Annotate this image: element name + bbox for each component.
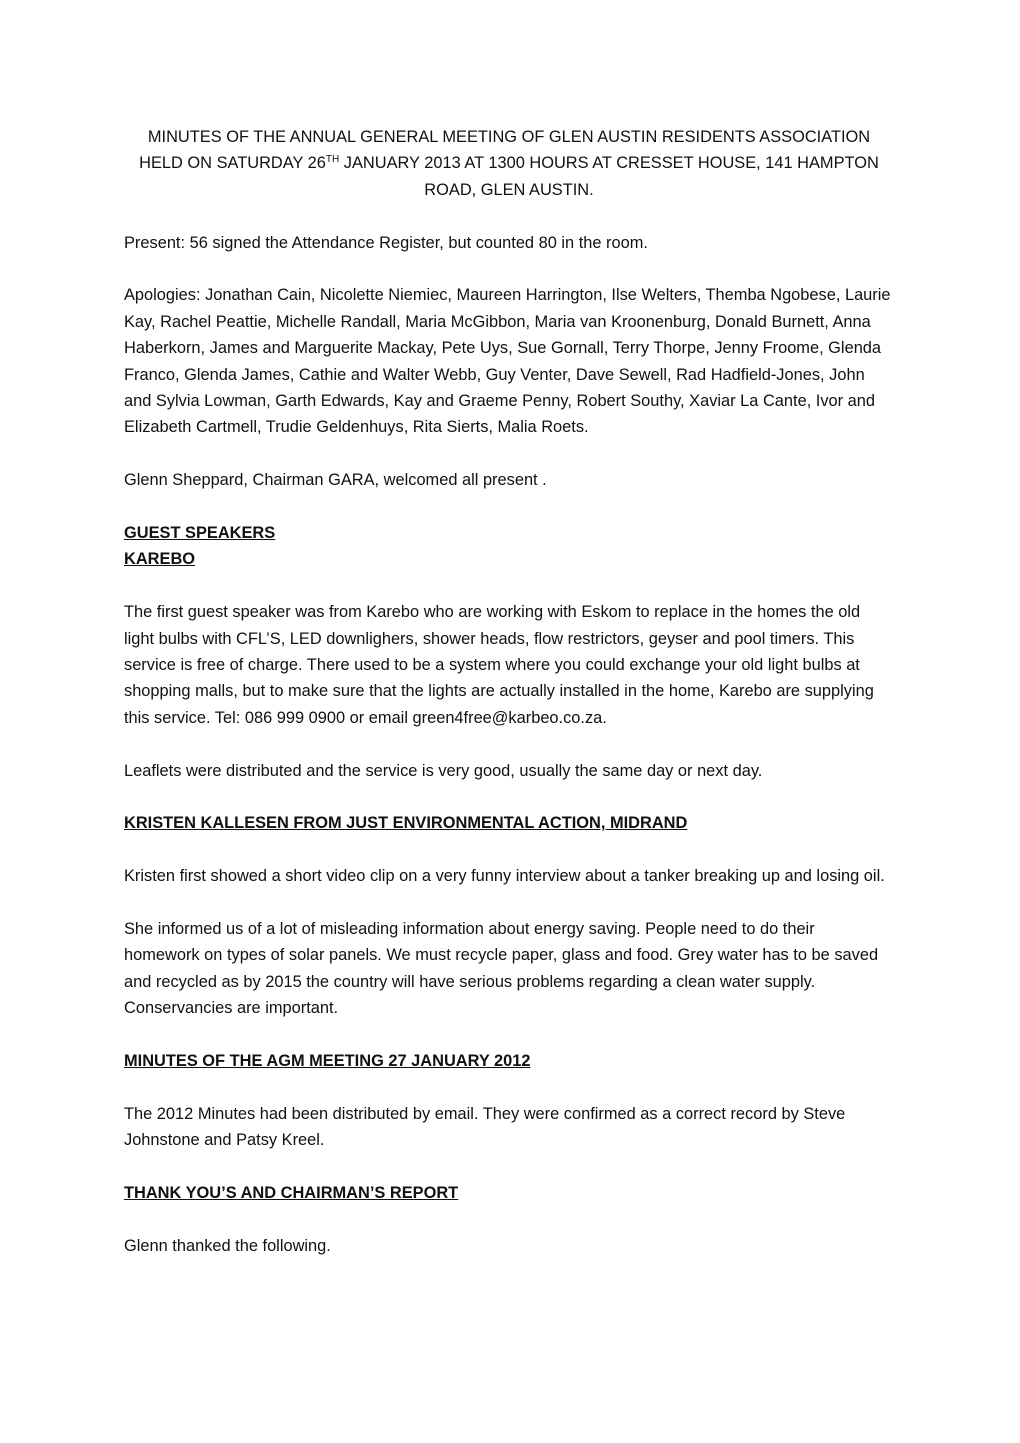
leaflets-paragraph: Leaflets were distributed and the service is very good, usually the same day or next day. [124, 761, 763, 780]
karebo-heading: KAREBO [124, 550, 196, 569]
title-text-part1: MINUTES OF THE ANNUAL GENERAL MEETING OF GLEN AUSTIN RESIDENTS ASSOCIATION HELD ON SATURDAY 26 [139, 128, 871, 173]
minutes-heading: MINUTES OF THE AGM MEETING 27 JANUARY 2012 [124, 1052, 531, 1071]
minutes-paragraph: The 2012 Minutes had been distributed by email. They were confirmed as a correct record by Steve Johnstone and Patsy Kreel. [124, 1104, 846, 1150]
kristen-paragraph-2: She informed us of a lot of misleading information about energy saving. People need to do their homework on types of solar panels. We must recycle paper, glass and food. Grey water has to be saved and recycled as by 2015 the country will have serious problems regarding a clean water supply. Conservancies are important. [124, 920, 879, 1018]
present-paragraph: Present: 56 signed the Attendance Register, but counted 80 in the room. [124, 233, 648, 252]
kristen-heading: KRISTEN KALLESEN FROM JUST ENVIRONMENTAL ACTION, MIDRAND [124, 814, 688, 833]
apologies-paragraph: Apologies: Jonathan Cain, Nicolette Niemiec, Maureen Harrington, Ilse Welters, Themba Ngobese, Laurie Kay, Rachel Peattie, Michelle Randall, Maria McGibbon, Maria van Kroonenburg, Donald Burnett, Anna Haberkorn, James and Marguerite Mackay, Pete Uys, Sue Gornall, Terry Thorpe, Jenny Froome, Glenda Franco, Glenda James, Cathie and Walter Webb, Guy Venter, Dave Sewell, Rad Hadfield-Jones, John and Sylvia Lowman, Garth Edwards, Kay and Graeme Penny, Robert Southy, Xaviar La Cante, Ivor and Elizabeth Cartmell, Trudie Geldenhuys, Rita Sierts, Malia Roets. [124, 286, 891, 437]
document-title [124, 124, 894, 203]
thanks-paragraph: Glenn thanked the following. [124, 1236, 331, 1255]
document-page [124, 124, 894, 1286]
guest-speakers-heading: GUEST SPEAKERS [124, 524, 276, 543]
kristen-paragraph-1: Kristen first showed a short video clip on a very funny interview about a tanker breaking up and losing oil. [124, 867, 885, 886]
title-superscript: TH [325, 154, 340, 166]
thanks-heading: THANK YOU’S AND CHAIRMAN’S REPORT [124, 1184, 459, 1203]
welcome-paragraph: Glenn Sheppard, Chairman GARA, welcomed all present . [124, 471, 547, 490]
title-text-part2: JANUARY 2013 AT 1300 HOURS AT CRESSET HOUSE, 141 HAMPTON ROAD, GLEN AUSTIN. [339, 154, 879, 199]
karebo-paragraph: The first guest speaker was from Karebo who are working with Eskom to replace in the homes the old light bulbs with CFL’S, LED downlighers, shower heads, flow restrictors, geyser and pool timers. This service is free of charge. There used to be a system where you could exchange your old light bulbs at shopping malls, but to make sure that the lights are actually installed in the home, Karebo are supplying this service. Tel: 086 999 0900 or email green4free@karbeo.co.za. [124, 603, 874, 727]
